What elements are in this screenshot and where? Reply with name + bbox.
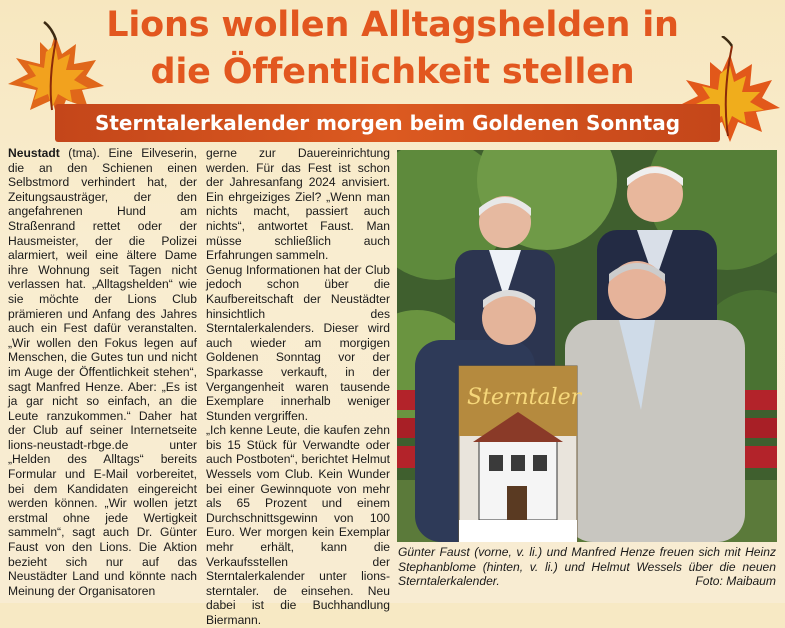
article-paragraph-2: gerne zur Dauereinrichtung werden. Für das Fest ist schon der Jahresanfang 2024 anvisiert. Ein ehrgeiziges Ziel? „Wenn man nichts macht, passiert auch nichts“, antwortet Faust. Man müsse schließlich auch Erfahrungen sammeln. <box>206 146 390 263</box>
photo-caption <box>398 545 776 589</box>
caption-text: Günter Faust (vorne, v. li.) und Manfred Henze freuen sich mit Heinz Stephanblome (hinten, v. li.) und Helmut Wessels über die neuen Sterntalerkalender. <box>398 545 776 589</box>
calendar-title: Sterntaler <box>467 385 582 410</box>
headline-line-2: die Öffentlichkeit stellen <box>150 52 635 92</box>
article-column-2 <box>206 146 390 628</box>
photo-credit: Foto: Maibaum <box>695 574 776 589</box>
subline: Sterntalerkalender morgen beim Goldenen Sonntag <box>94 111 681 135</box>
article-col1-text: (tma). Eine Eilveserin, die an den Schienen einen Selbstmord verhindert hat, der Zeitungsausträger, der den angefahrenen Hund am Straßenrand rettet oder der Hausmeister, der die Polizei alarmiert, weil eine ältere Dame ihre Wohnung seit Tagen nicht verlassen hat. „Alltagshelden“ wie sie möchte der Lions Club prämieren und Anfang des Jahres auch ein Fest dafür veranstalten. „Wir wollen den Fokus legen auf Menschen, die Gutes tun und nicht im Auge der Öffentlichkeit stehen“, sagt Manfred Henze. Aber: „Es ist ja gar nicht so einfach, an die Leute ranzukommen.“ Daher hat der Club auf seiner Internetseite lions-neustadt-rbge.de unter „Helden des Alltags“ bereits Formular und E-Mail vorbereitet, bei dem Kandidaten eingereicht werden können. „Wir wollen jetzt erstmal ohne jede Wertigkeit sammeln“, sagt auch Dr. Günter Faust von den Lions. Die Aktion bezieht sich nur auf das Neustädter Land und könnte nach Meinung der Organisatoren <box>8 146 197 598</box>
photo-illustration <box>397 150 777 542</box>
subline-banner <box>55 104 720 142</box>
article-column-1 <box>8 146 197 598</box>
article-paragraph-4: „Ich kenne Leute, die kaufen zehn bis 15 Stück für Verwandte oder auch Postboten“, berichtet Helmut Wessels vom Club. Kein Wunder bei einer Gewinnquote von mehr als 65 Prozent und einem Durchschnittsgewinn von 100 Euro. Wer morgen kein Exemplar mehr erhält, kann die Verkaufsstellen der Sterntalerkalender unter lions-sterntaler. de einsehen. Neu dabei ist die Buchhandlung Biermann. <box>206 423 390 627</box>
article-photo <box>397 150 777 542</box>
article-paragraph-3: Genug Informationen hat der Club jedoch schon über die Kaufbereitschaft der Neustädter hinsichtlich des Sterntalerkalenders. Dieser wird auch wieder am morgigen Goldenen Sonntag vor der Sparkasse verkauft, in der Vergangenheit waren tausende Exemplare innerhalb weniger Stunden vergriffen. <box>206 262 390 423</box>
dateline: Neustadt <box>8 146 60 160</box>
headline-line-1: Lions wollen Alltagshelden in <box>106 5 679 45</box>
headline <box>70 2 715 96</box>
article-paragraph-1 <box>8 146 197 598</box>
